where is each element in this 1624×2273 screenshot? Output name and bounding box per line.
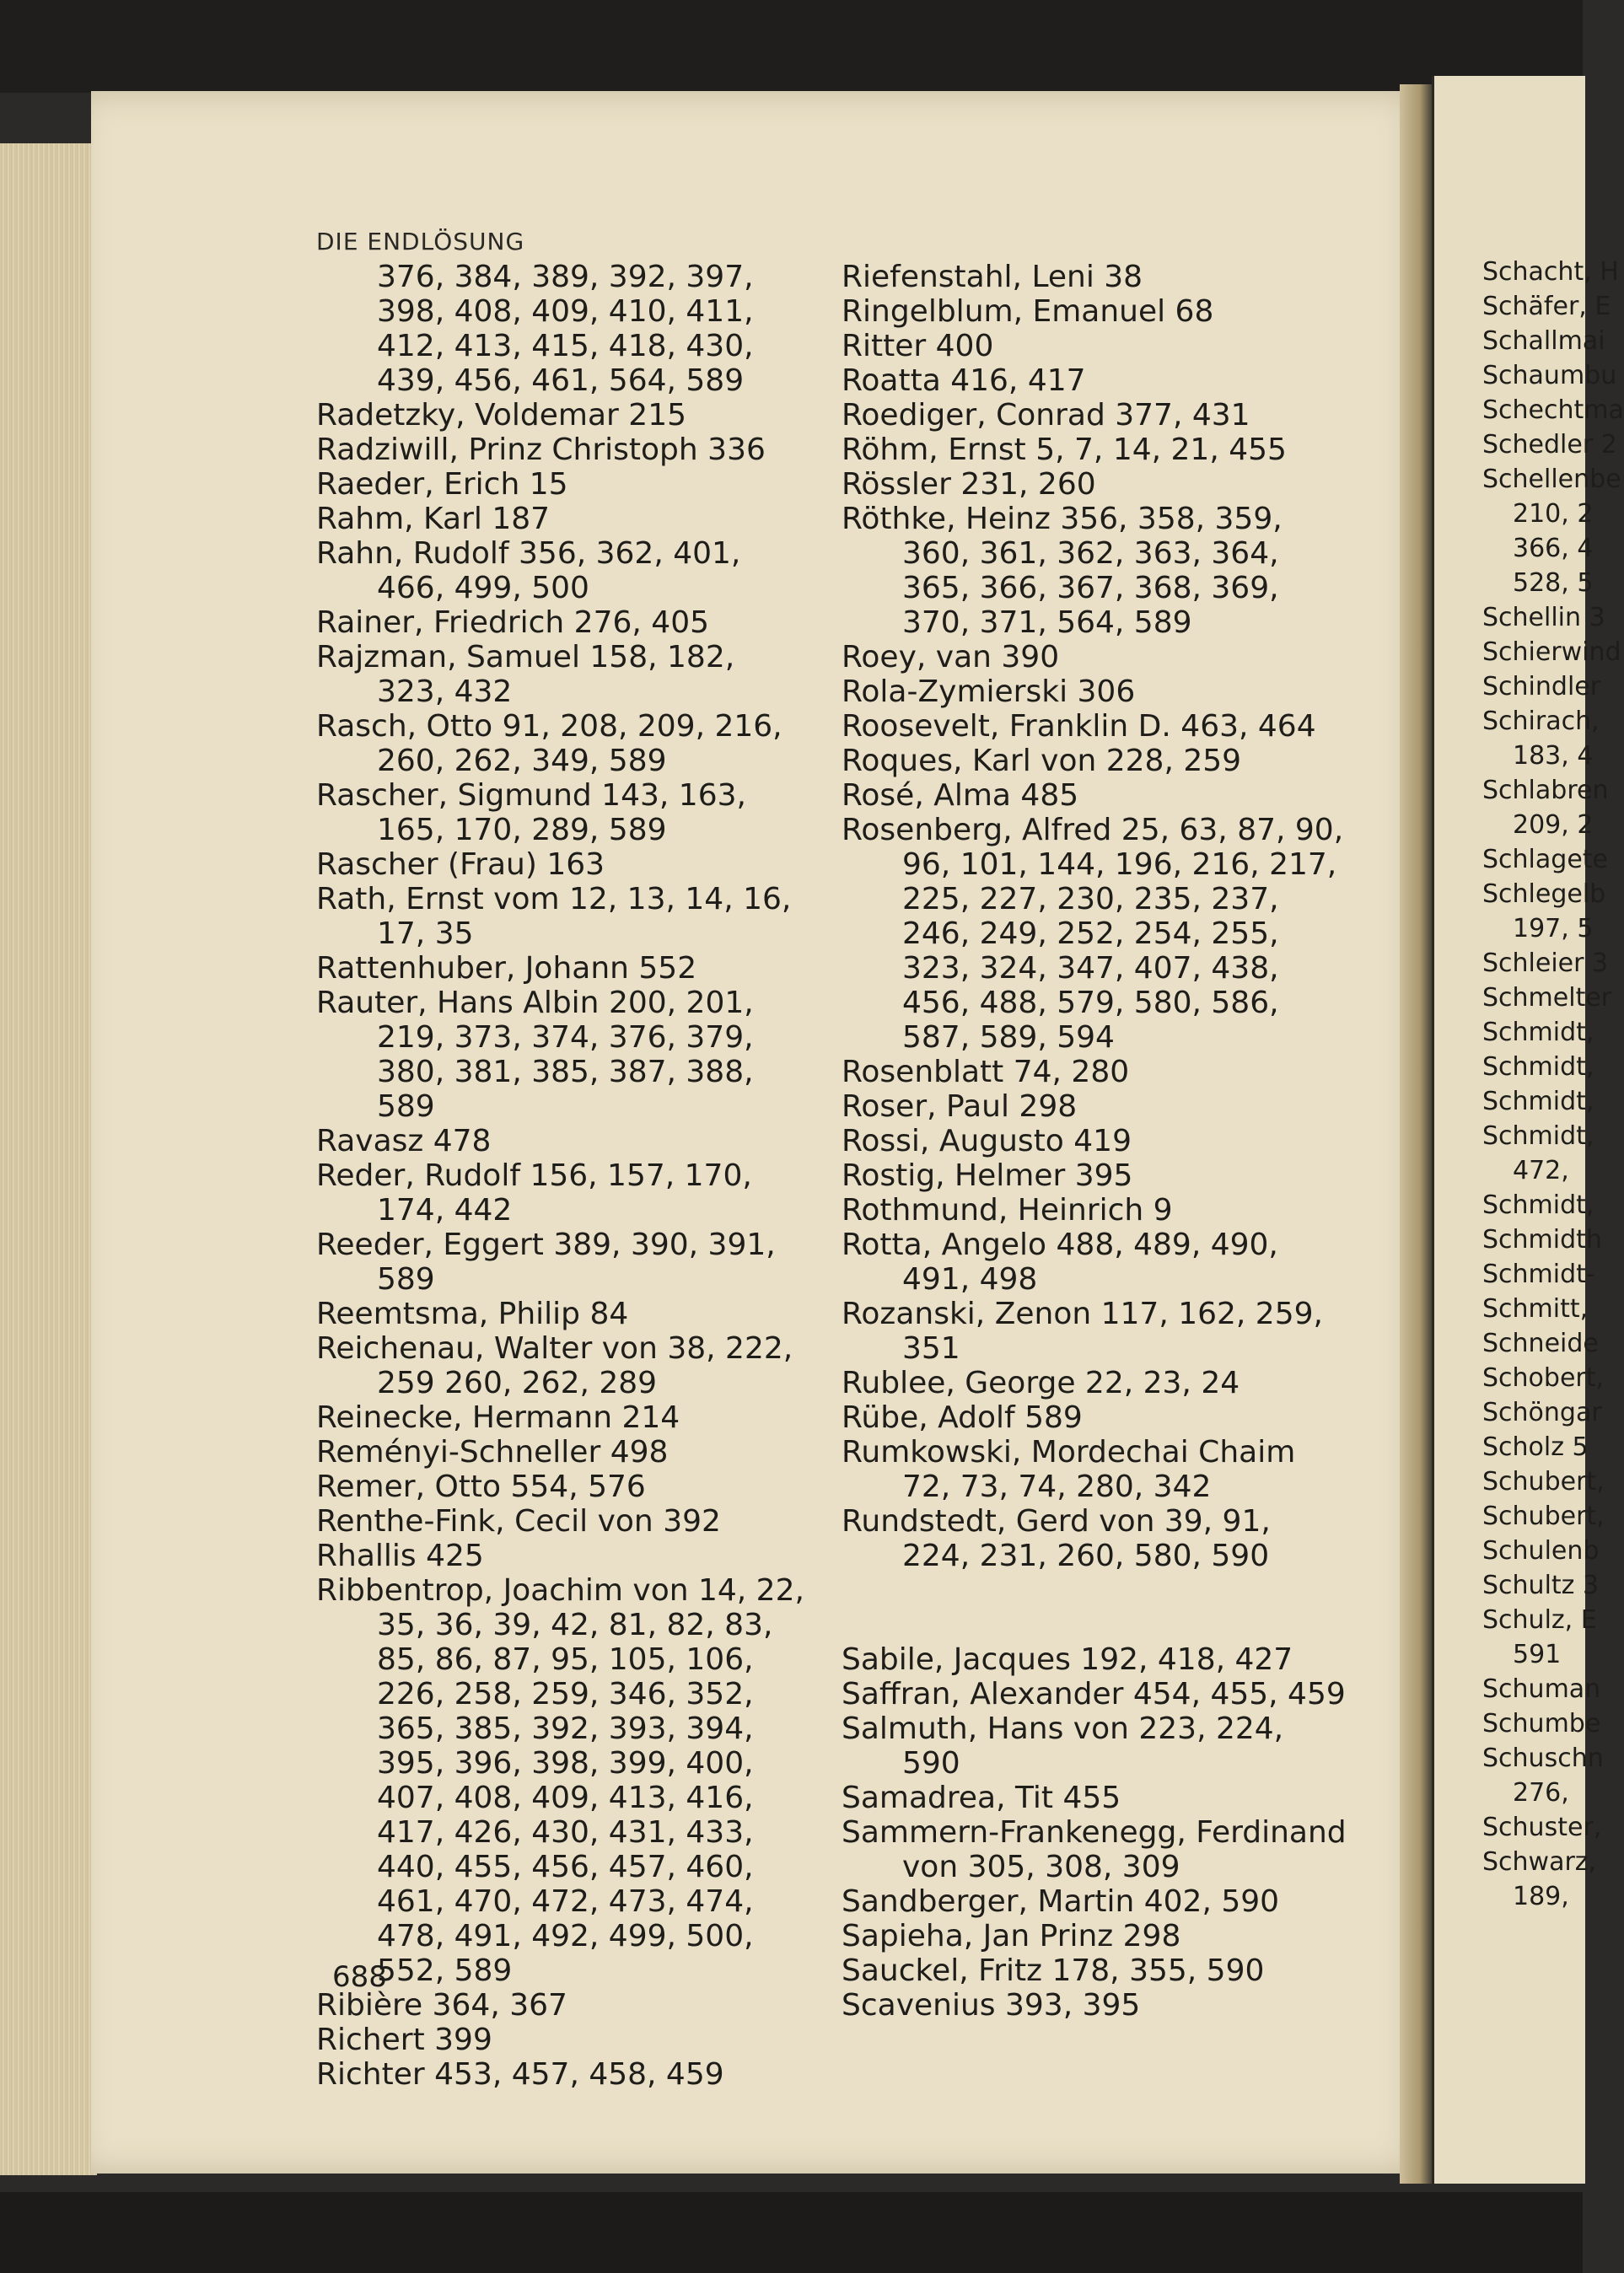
facing-page-line: Schuster,	[1482, 1813, 1602, 1842]
index-entry: Renthe-Fink, Cecil von 392	[316, 1504, 721, 1539]
facing-page-line: Schierwind	[1482, 637, 1621, 667]
index-entry: Radziwill, Prinz Christoph 336	[316, 433, 766, 467]
index-entry: Ringelblum, Emanuel 68	[842, 294, 1214, 329]
index-entry: Rundstedt, Gerd von 39, 91, 224, 231, 260, 580, 590	[842, 1504, 1271, 1573]
facing-page-line: Scholz 5	[1482, 1432, 1589, 1462]
facing-page-line: 209, 2	[1513, 810, 1594, 840]
background-bottom	[0, 2192, 1583, 2273]
facing-page-line: 183, 4	[1513, 741, 1594, 771]
facing-page-line: 366, 4	[1513, 534, 1594, 563]
facing-page-line: 189,	[1513, 1882, 1569, 1911]
index-entry: Roques, Karl von 228, 259	[842, 744, 1242, 778]
facing-page-line: Schindler	[1482, 672, 1601, 701]
index-entry: Reményi-Schneller 498	[316, 1435, 669, 1470]
facing-page-line: Schellin 3	[1482, 603, 1605, 632]
facing-page-line: Schäfer, E	[1482, 292, 1611, 321]
index-entry: Sapieha, Jan Prinz 298	[842, 1919, 1181, 1953]
facing-page-line: Schleier 3	[1482, 948, 1609, 978]
index-entry: Roey, van 390	[842, 640, 1060, 674]
facing-page-line: Schacht, H	[1482, 257, 1619, 287]
facing-page-line: 276,	[1513, 1778, 1569, 1808]
facing-page-line: 591	[1513, 1640, 1562, 1669]
facing-page-line: Schlegelb	[1482, 879, 1606, 909]
index-entry: Ribbentrop, Joachim von 14, 22, 35, 36, 39, 42, 81, 82, 83, 85, 86, 87, 95, 105, 106, 226, 258, 259, 346, 352, 365, 385, 392, 393, 394, 395, 396, 398, 399, 400, 407, 408, 409, 413, 416, 417, 426, 430, 431, 433, 440, 455, 456, 457, 460, 461, 470, 472, 473, 474, 478, 491, 492, 499, 500, 552, 589	[316, 1573, 804, 1988]
facing-page-line: Schneide	[1482, 1329, 1599, 1358]
facing-page-line: Schumbe	[1482, 1709, 1601, 1738]
index-entry: Rascher (Frau) 163	[316, 847, 605, 882]
index-column-left	[316, 260, 805, 2092]
facing-page-line: Schallmai	[1482, 326, 1605, 356]
facing-page-line: Schmidt,	[1482, 1087, 1594, 1116]
facing-page-line: 210, 2	[1513, 499, 1594, 529]
index-entry: Richert 399	[316, 2023, 492, 2057]
index-entry: Rublee, George 22, 23, 24	[842, 1366, 1240, 1400]
index-entry: Rozanski, Zenon 117, 162, 259, 351	[842, 1297, 1323, 1366]
index-entry-continuation: 376, 384, 389, 392, 397, 398, 408, 409, 410, 411, 412, 413, 415, 418, 430, 439, 456, 461, 564, 589	[377, 260, 754, 398]
background-top	[0, 0, 1583, 93]
index-entry: Roatta 416, 417	[842, 363, 1086, 398]
book-gutter	[1400, 84, 1433, 2184]
index-entry: Radetzky, Voldemar 215	[316, 398, 686, 433]
facing-page-line: Schobert,	[1482, 1363, 1605, 1393]
index-entry: Reder, Rudolf 156, 157, 170, 174, 442	[316, 1158, 752, 1228]
running-head: DIE ENDLÖSUNG	[316, 228, 525, 255]
facing-page-line: Schuschn	[1482, 1744, 1604, 1773]
index-entry: Rajzman, Samuel 158, 182, 323, 432	[316, 640, 735, 709]
index-entry: Scavenius 393, 395	[842, 1988, 1141, 2023]
index-entry: Salmuth, Hans von 223, 224, 590	[842, 1711, 1284, 1781]
index-entry: Rascher, Sigmund 143, 163, 165, 170, 289, 589	[316, 778, 746, 847]
index-entry: Rössler 231, 260	[842, 467, 1096, 502]
index-entry: Samadrea, Tit 455	[842, 1781, 1121, 1815]
page-number: 688	[332, 1960, 387, 1994]
index-entry: Saffran, Alexander 454, 455, 459	[842, 1677, 1346, 1711]
facing-page-line: Schuman	[1482, 1674, 1601, 1704]
index-entry: Roediger, Conrad 377, 431	[842, 398, 1250, 433]
index-entry: Raeder, Erich 15	[316, 467, 568, 502]
facing-page-line: Schmidt,	[1482, 1121, 1594, 1151]
facing-page-line: Schmidt,	[1482, 1052, 1594, 1082]
index-column-right	[842, 260, 1347, 2023]
facing-page-line: Schmitt,	[1482, 1294, 1589, 1324]
index-entry: Ritter 400	[842, 329, 994, 363]
index-entry: Rahm, Karl 187	[316, 502, 551, 536]
facing-page-line: Schwarz,	[1482, 1847, 1597, 1877]
facing-page-line: Schmidth	[1482, 1225, 1602, 1255]
index-entry: Sandberger, Martin 402, 590	[842, 1884, 1280, 1919]
facing-page-line: 472,	[1513, 1156, 1569, 1185]
facing-page-text	[1482, 255, 1624, 1914]
facing-page-line: Schultz 3	[1482, 1571, 1600, 1600]
facing-page-line: Schechtma	[1482, 395, 1624, 425]
index-entry: Rattenhuber, Johann 552	[316, 951, 697, 986]
facing-page-line: Schlagete	[1482, 845, 1608, 874]
index-entry: Rauter, Hans Albin 200, 201, 219, 373, 374, 376, 379, 380, 381, 385, 387, 388, 589	[316, 986, 754, 1124]
index-entry: Rola-Zymierski 306	[842, 674, 1136, 709]
facing-page-line: 528, 5	[1513, 568, 1594, 598]
index-entry: Rhallis 425	[316, 1539, 484, 1573]
index-entry: Rasch, Otto 91, 208, 209, 216, 260, 262, 349, 589	[316, 709, 782, 778]
facing-page-line: Schaumbu	[1482, 361, 1617, 390]
page-edges	[0, 143, 97, 2175]
index-entry: Roosevelt, Franklin D. 463, 464	[842, 709, 1316, 744]
index-entry: Rostig, Helmer 395	[842, 1158, 1133, 1193]
index-entry: Röthke, Heinz 356, 358, 359, 360, 361, 362, 363, 364, 365, 366, 367, 368, 369, 370, 371, 564, 589	[842, 502, 1283, 640]
facing-page-line: Schmelter	[1482, 983, 1612, 1013]
index-entry: Rübe, Adolf 589	[842, 1400, 1083, 1435]
facing-page-line: Schellenbe	[1482, 465, 1621, 494]
facing-page-line: Schulenb	[1482, 1536, 1600, 1566]
index-entry: Ribière 364, 367	[316, 1988, 567, 2023]
index-entry: Rossi, Augusto 419	[842, 1124, 1132, 1158]
facing-page-line: Schmidt,	[1482, 1018, 1594, 1047]
index-entry: Richter 453, 457, 458, 459	[316, 2057, 724, 2092]
index-entry: Sauckel, Fritz 178, 355, 590	[842, 1953, 1265, 1988]
facing-page-line: Schmidt-	[1482, 1260, 1595, 1289]
index-entry: Rainer, Friedrich 276, 405	[316, 605, 709, 640]
facing-page-line: 197, 5	[1513, 914, 1594, 943]
facing-page-line: Schedler 2	[1482, 430, 1617, 459]
letter-section-gap	[842, 1573, 1347, 1642]
facing-page-line: Schöngar	[1482, 1398, 1602, 1427]
facing-page-line: Schirach,	[1482, 707, 1600, 736]
index-entry: Riefenstahl, Leni 38	[842, 260, 1143, 294]
facing-page-line: Schmidt,	[1482, 1190, 1594, 1220]
index-entry: Röhm, Ernst 5, 7, 14, 21, 455	[842, 433, 1287, 467]
index-entry: Reemtsma, Philip 84	[316, 1297, 629, 1331]
index-entry: Rosé, Alma 485	[842, 778, 1079, 813]
index-entry: Rahn, Rudolf 356, 362, 401, 466, 499, 500	[316, 536, 741, 605]
index-entry: Rumkowski, Mordechai Chaim 72, 73, 74, 280, 342	[842, 1435, 1296, 1504]
facing-page-line: Schubert,	[1482, 1502, 1605, 1531]
index-entry: Rotta, Angelo 488, 489, 490, 491, 498	[842, 1228, 1278, 1297]
index-entry: Rothmund, Heinrich 9	[842, 1193, 1173, 1228]
index-entry: Remer, Otto 554, 576	[316, 1470, 646, 1504]
index-entry: Sammern-Frankenegg, Ferdinand von 305, 308, 309	[842, 1815, 1347, 1884]
facing-page-line: Schubert,	[1482, 1467, 1605, 1497]
index-entry: Rath, Ernst vom 12, 13, 14, 16, 17, 35	[316, 882, 792, 951]
index-entry: Ravasz 478	[316, 1124, 492, 1158]
index-entry: Rosenberg, Alfred 25, 63, 87, 90, 96, 101, 144, 196, 216, 217, 225, 227, 230, 235, 237, 246, 249, 252, 254, 255, 323, 324, 347, 407, 438, 456, 488, 579, 580, 586, 587, 589, 594	[842, 813, 1344, 1055]
facing-page-line: Schlabren	[1482, 776, 1609, 805]
index-entry: Sabile, Jacques 192, 418, 427	[842, 1642, 1293, 1677]
index-entry: Rosenblatt 74, 280	[842, 1055, 1130, 1089]
index-entry: Reinecke, Hermann 214	[316, 1400, 680, 1435]
index-entry: Reeder, Eggert 389, 390, 391, 589	[316, 1228, 776, 1297]
index-entry: Reichenau, Walter von 38, 222, 259 260, 262, 289	[316, 1331, 793, 1400]
index-entry: Roser, Paul 298	[842, 1089, 1078, 1124]
facing-page-line: Schulz, E	[1482, 1605, 1597, 1635]
